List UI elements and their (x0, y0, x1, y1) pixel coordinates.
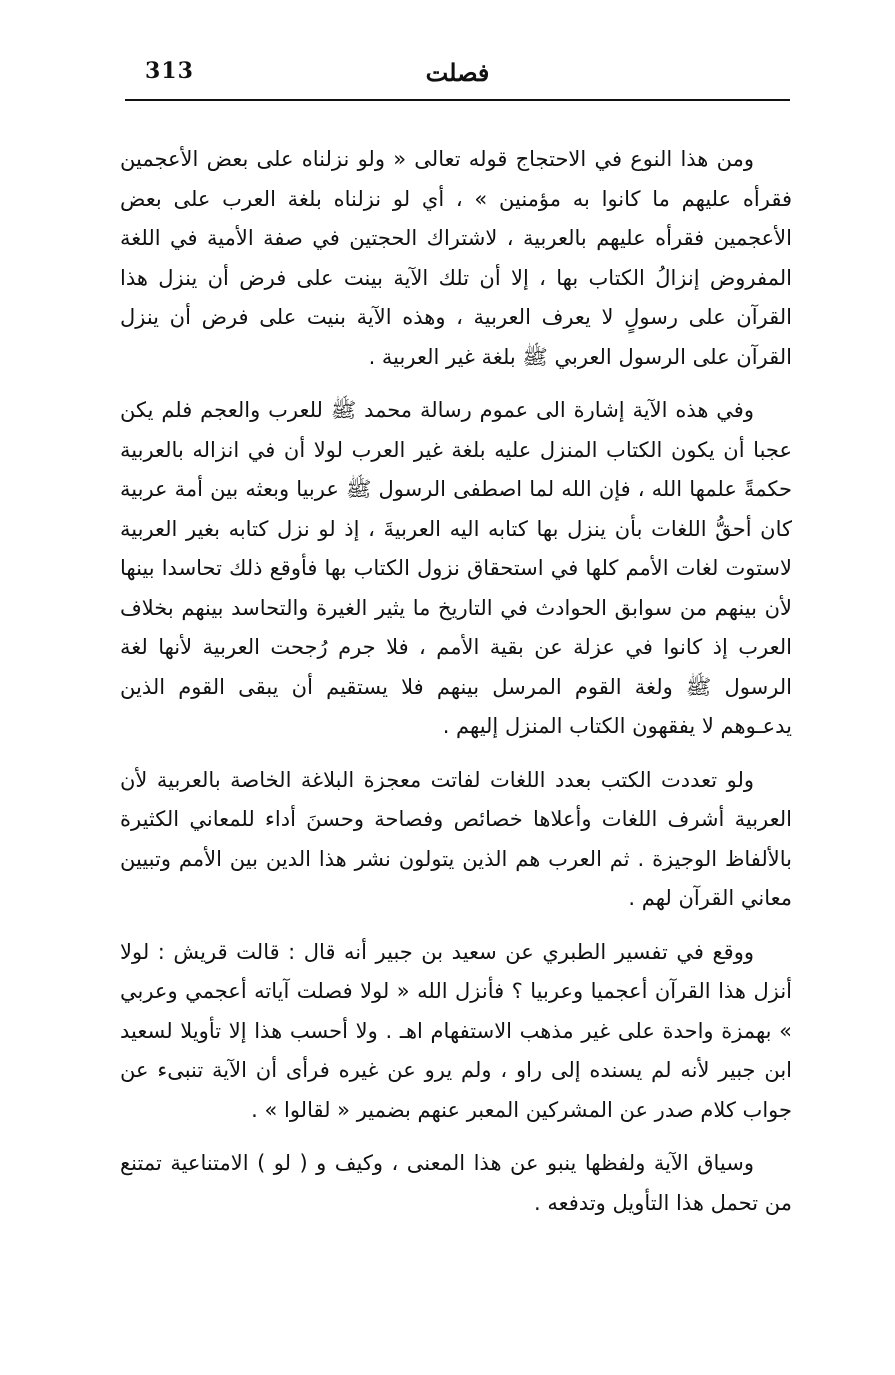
page-number: 313 (145, 58, 194, 84)
surah-title: فصلت (425, 58, 490, 87)
paragraph: ولو تعددت الكتب بعدد اللغات لفاتت معجزة البلاغة الخاصة بالعربية لأن العربية أشرف اللغات وأعلاها خصائص وفصاحة وحسنَ أداء للمعاني الكثيرة بالألفاظ الوجيزة . ثم العرب هم الذين يتولون نشر هذا الدين بين الأمم وتبيين معاني القرآن لهم . (120, 767, 792, 910)
paragraph: وسياق الآية ولفظها ينبو عن هذا المعنى ، وكيف و ( لو ) الامتناعية تمتنع من تحمل هذا التأويل وتدفعه . (120, 1151, 792, 1215)
page-body (120, 140, 792, 1237)
page-header (125, 52, 790, 102)
paragraph: ووقع في تفسير الطبري عن سعيد بن جبير أنه قال : قالت قريش : لولا أنزل هذا القرآن أعجميا وعربيا ؟ فأنزل الله « لولا فصلت آياته أعجمي وعربي » بهمزة واحدة على غير مذهب الاستفهام اهـ . ولا أحسب هذا إلا تأويلا لسعيد ابن جبير لأنه لم يسنده إلى راو ، ولم يرو عن غيره فرأى أن الآية تنبىء عن جواب كلام صدر عن المشركين المعبر عنهم بضمير « لقالوا » . (120, 939, 792, 1122)
paragraph: وفي هذه الآية إشارة الى عموم رسالة محمد ﷺ للعرب والعجم فلم يكن عجبا أن يكون الكتاب المنزل عليه بلغة غير العرب لولا أن في انزاله بالعربية حكمةً علمها الله ، فإن الله لما اصطفى الرسول ﷺ عربيا وبعثه بين أمة عربية كان أحقُّ اللغات بأن ينزل بها كتابه اليه العربيةَ ، إذ لو نزل كتابه بغير العربية لاستوت لغات الأمم كلها في استحقاق نزول الكتاب بها فأوقع ذلك تحاسدا بينها لأن بينهم من سوابق الحوادث في التاريخ ما يثير الغيرة والتحاسد بينهم بخلاف العرب إذ كانوا في عزلة عن بقية الأمم ، فلا جرم رُجحت العربية لأنها لغة الرسول ﷺ ولغة القوم المرسل بينهم فلا يستقيم أن يبقى القوم الذين يدعـوهم لا يفقهون الكتاب المنزل إليهم . (120, 398, 792, 738)
header-divider (125, 99, 790, 101)
paragraph: ومن هذا النوع في الاحتجاج قوله تعالى « ولو نزلناه على بعض الأعجمين فقرأه عليهم ما كانوا به مؤمنين » ، أي لو نزلناه بلغة العرب على بعض الأعجمين فقرأه عليهم بالعربية ، لاشتراك الحجتين في صفة الأمية في اللغة المفروض إنزالُ الكتاب بها ، إلا أن تلك الآية بينت على فرض أن ينزل هذا القرآن على رسولٍ لا يعرف العربية ، وهذه الآية بنيت على فرض أن ينزل القرآن على الرسول العربي ﷺ بلغة غير العربية . (120, 147, 792, 369)
